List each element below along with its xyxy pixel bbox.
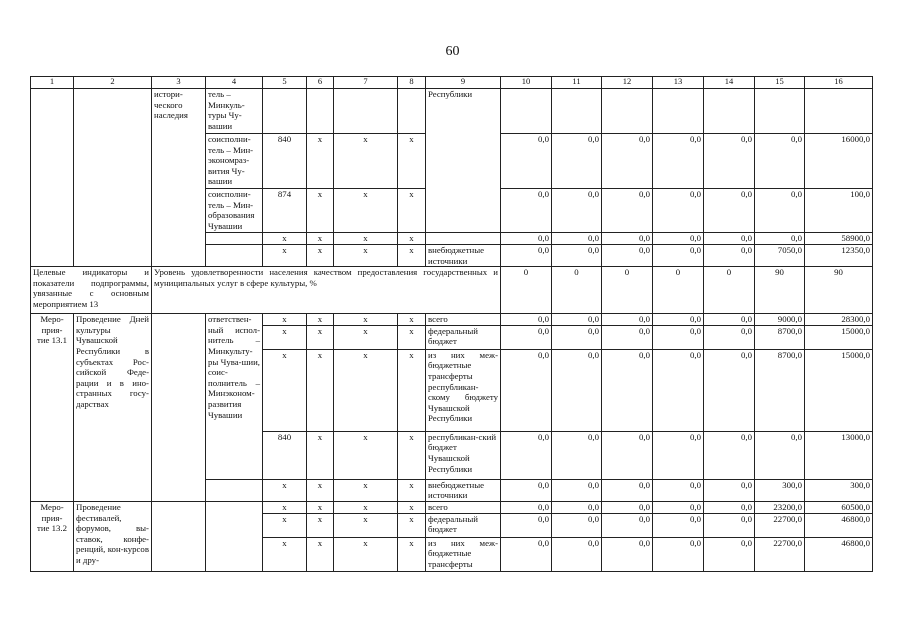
value-cell: 46800,0	[805, 537, 873, 571]
heritage-cell: истори- ческого наследия	[152, 89, 206, 267]
value-cell: 0,0	[704, 233, 755, 245]
value-cell: 0,0	[552, 479, 602, 501]
value-cell: 300,0	[755, 479, 805, 501]
empty-cell	[206, 233, 263, 245]
value-cell: 0,0	[755, 431, 805, 479]
code-cell: х	[334, 233, 398, 245]
funding-source: федеральный бюджет	[426, 513, 501, 537]
funding-source: всего	[426, 314, 501, 326]
code-cell: х	[334, 134, 398, 189]
value-cell: 0,0	[552, 233, 602, 245]
value-cell: 0,0	[501, 513, 552, 537]
target-value: 0	[552, 267, 602, 314]
value-cell: 0,0	[653, 501, 704, 513]
value-cell: 0,0	[501, 233, 552, 245]
value-cell: 0,0	[704, 245, 755, 267]
column-number: 7	[334, 77, 398, 89]
value-cell: 0,0	[704, 501, 755, 513]
value-cell: 0,0	[602, 189, 653, 233]
column-number: 13	[653, 77, 704, 89]
value-cell: 13000,0	[805, 431, 873, 479]
code-cell: х	[334, 245, 398, 267]
value-cell	[501, 89, 552, 134]
value-cell	[602, 89, 653, 134]
value-cell: 46800,0	[805, 513, 873, 537]
code-cell: х	[307, 537, 334, 571]
value-cell	[653, 89, 704, 134]
target-value: 0	[704, 267, 755, 314]
code-cell: х	[307, 501, 334, 513]
value-cell	[755, 89, 805, 134]
empty-cell	[152, 314, 206, 502]
empty-cell	[426, 233, 501, 245]
value-cell: 0,0	[704, 349, 755, 431]
column-number: 16	[805, 77, 873, 89]
value-cell: 0,0	[653, 189, 704, 233]
value-cell: 12350,0	[805, 245, 873, 267]
code-cell	[307, 89, 334, 134]
value-cell: 8700,0	[755, 325, 805, 349]
value-cell: 0,0	[552, 314, 602, 326]
value-cell: 0,0	[501, 189, 552, 233]
value-cell: 7050,0	[755, 245, 805, 267]
code-cell: х	[398, 431, 426, 479]
code-cell: х	[398, 245, 426, 267]
code-cell: х	[307, 325, 334, 349]
value-cell: 0,0	[552, 431, 602, 479]
empty-cell	[74, 89, 152, 267]
measure-code: Меро- прия- тие 13.1	[31, 314, 74, 502]
page-number: 60	[445, 44, 460, 59]
code-cell: х	[398, 134, 426, 189]
column-number: 9	[426, 77, 501, 89]
code-cell: х	[398, 479, 426, 501]
target-value: 90	[805, 267, 873, 314]
funding-source: внебюджетные источники	[426, 479, 501, 501]
value-cell: 0,0	[552, 501, 602, 513]
value-cell: 60500,0	[805, 501, 873, 513]
code-cell: х	[398, 325, 426, 349]
code-cell: х	[307, 189, 334, 233]
value-cell: 22700,0	[755, 537, 805, 571]
source-cell: Республики	[426, 89, 501, 233]
value-cell: 0,0	[704, 537, 755, 571]
value-cell: 23200,0	[755, 501, 805, 513]
value-cell: 0,0	[552, 134, 602, 189]
value-cell: 8700,0	[755, 349, 805, 431]
code-cell: х	[398, 314, 426, 326]
value-cell: 0,0	[704, 431, 755, 479]
target-value: 90	[755, 267, 805, 314]
value-cell: 0,0	[704, 314, 755, 326]
kbk-cell: х	[263, 245, 307, 267]
column-number: 2	[74, 77, 152, 89]
column-number: 4	[206, 77, 263, 89]
funding-source: всего	[426, 501, 501, 513]
value-cell: 0,0	[755, 233, 805, 245]
value-cell: 0,0	[653, 134, 704, 189]
code-cell	[334, 89, 398, 134]
code-cell: х	[334, 479, 398, 501]
kbk-cell: х	[263, 233, 307, 245]
value-cell: 0,0	[653, 349, 704, 431]
measure-name: Проведение фестивалей, форумов, вы-ставок, конфе-ренций, кон-курсов и дру-	[74, 501, 152, 571]
value-cell: 0,0	[602, 513, 653, 537]
code-cell: х	[334, 501, 398, 513]
empty-cell	[206, 501, 263, 571]
executor-cell: тель – Минкуль- туры Чу- вашии	[206, 89, 263, 134]
value-cell: 22700,0	[755, 513, 805, 537]
value-cell: 0,0	[501, 537, 552, 571]
value-cell: 0,0	[653, 513, 704, 537]
column-number: 12	[602, 77, 653, 89]
empty-cell	[152, 501, 206, 571]
value-cell: 0,0	[602, 233, 653, 245]
value-cell: 0,0	[552, 245, 602, 267]
value-cell: 0,0	[602, 325, 653, 349]
value-cell: 0,0	[704, 479, 755, 501]
value-cell: 58900,0	[805, 233, 873, 245]
value-cell: 100,0	[805, 189, 873, 233]
column-number: 5	[263, 77, 307, 89]
budget-table	[30, 76, 873, 572]
kbk-cell: х	[263, 349, 307, 431]
value-cell: 0,0	[552, 513, 602, 537]
executor-cell: соисполни- тель – Мин- образования Чувашии	[206, 189, 263, 233]
value-cell: 0,0	[704, 189, 755, 233]
value-cell: 28300,0	[805, 314, 873, 326]
executor-cell: соисполни- тель – Мин- экономраз- вития Чу- вашии	[206, 134, 263, 189]
code-cell: х	[334, 325, 398, 349]
column-number: 10	[501, 77, 552, 89]
value-cell: 0,0	[602, 431, 653, 479]
code-cell: х	[307, 233, 334, 245]
kbk-cell	[263, 89, 307, 134]
measure-name: Проведение Дней культуры Чувашской Республики в субъектах Рос-сийской Феде-рации и в ино-странных госу-дарствах	[74, 314, 152, 502]
value-cell: 0,0	[552, 325, 602, 349]
value-cell: 0,0	[755, 134, 805, 189]
measure-executor: ответствен-ный испол-нитель – Минкульту-ры Чува-шии, соис-полнитель – Минэконом-развития Чувашии	[206, 314, 263, 480]
value-cell: 15000,0	[805, 349, 873, 431]
value-cell: 0,0	[653, 431, 704, 479]
value-cell: 0,0	[602, 501, 653, 513]
column-number: 1	[31, 77, 74, 89]
value-cell: 0,0	[501, 501, 552, 513]
value-cell: 16000,0	[805, 134, 873, 189]
value-cell: 0,0	[501, 349, 552, 431]
empty-cell	[206, 479, 263, 501]
kbk-cell: х	[263, 479, 307, 501]
kbk-cell: х	[263, 314, 307, 326]
kbk-cell: 840	[263, 431, 307, 479]
code-cell: х	[334, 349, 398, 431]
column-number: 14	[704, 77, 755, 89]
code-cell: х	[307, 314, 334, 326]
code-cell: х	[334, 431, 398, 479]
code-cell: х	[334, 513, 398, 537]
column-number: 3	[152, 77, 206, 89]
value-cell: 15000,0	[805, 325, 873, 349]
table-row	[31, 89, 873, 134]
value-cell: 0,0	[602, 537, 653, 571]
value-cell: 0,0	[704, 513, 755, 537]
value-cell: 0,0	[602, 245, 653, 267]
code-cell: х	[334, 537, 398, 571]
value-cell: 9000,0	[755, 314, 805, 326]
table-row	[31, 501, 873, 513]
source-cell: внебюджетные источники	[426, 245, 501, 267]
value-cell: 0,0	[653, 245, 704, 267]
empty-cell	[31, 89, 74, 267]
code-cell: х	[307, 513, 334, 537]
value-cell: 0,0	[653, 479, 704, 501]
value-cell: 0,0	[602, 314, 653, 326]
value-cell	[704, 89, 755, 134]
header-row	[31, 77, 873, 89]
code-cell	[398, 89, 426, 134]
value-cell: 0,0	[653, 325, 704, 349]
code-cell: х	[307, 431, 334, 479]
column-number: 8	[398, 77, 426, 89]
value-cell	[552, 89, 602, 134]
code-cell: х	[398, 189, 426, 233]
funding-source: федеральный бюджет	[426, 325, 501, 349]
code-cell: х	[398, 501, 426, 513]
code-cell: х	[307, 245, 334, 267]
code-cell: х	[398, 537, 426, 571]
value-cell: 0,0	[602, 349, 653, 431]
value-cell: 0,0	[501, 134, 552, 189]
column-number: 6	[307, 77, 334, 89]
kbk-cell: х	[263, 501, 307, 513]
column-number: 15	[755, 77, 805, 89]
value-cell: 0,0	[704, 325, 755, 349]
value-cell: 0,0	[501, 479, 552, 501]
value-cell: 0,0	[501, 245, 552, 267]
code-cell: х	[307, 479, 334, 501]
target-value: 0	[653, 267, 704, 314]
measure-code: Меро- прия- тие 13.2	[31, 501, 74, 571]
code-cell: х	[398, 513, 426, 537]
kbk-cell: 874	[263, 189, 307, 233]
code-cell: х	[307, 349, 334, 431]
value-cell: 0,0	[552, 537, 602, 571]
kbk-cell: х	[263, 325, 307, 349]
code-cell: х	[398, 233, 426, 245]
kbk-cell: 840	[263, 134, 307, 189]
code-cell: х	[334, 189, 398, 233]
code-cell: х	[398, 349, 426, 431]
value-cell: 0,0	[501, 325, 552, 349]
funding-source: из них меж-бюджетные трансферты республикан-скому бюджету Чувашской Республики	[426, 349, 501, 431]
code-cell: х	[307, 134, 334, 189]
value-cell: 0,0	[653, 233, 704, 245]
value-cell: 0,0	[501, 314, 552, 326]
value-cell: 0,0	[501, 431, 552, 479]
targets-row	[31, 267, 873, 314]
funding-source: из них меж-бюджетные трансферты	[426, 537, 501, 571]
kbk-cell: х	[263, 537, 307, 571]
value-cell: 0,0	[602, 134, 653, 189]
value-cell: 300,0	[805, 479, 873, 501]
value-cell: 0,0	[755, 189, 805, 233]
kbk-cell: х	[263, 513, 307, 537]
value-cell	[805, 89, 873, 134]
value-cell: 0,0	[602, 479, 653, 501]
table-row	[31, 314, 873, 326]
value-cell: 0,0	[704, 134, 755, 189]
value-cell: 0,0	[552, 189, 602, 233]
empty-cell	[206, 245, 263, 267]
column-number: 11	[552, 77, 602, 89]
funding-source: республикан-ский бюджет Чувашской Республики	[426, 431, 501, 479]
target-value: 0	[501, 267, 552, 314]
targets-description: Уровень удовлетворенности населения качеством предоставления государственных и муниципальных услуг в сфере культуры, %	[152, 267, 501, 314]
value-cell: 0,0	[653, 537, 704, 571]
targets-label: Целевые индикаторы и показатели подпрограммы, увязанные с основным мероприятием 13	[31, 267, 152, 314]
value-cell: 0,0	[653, 314, 704, 326]
code-cell: х	[334, 314, 398, 326]
target-value: 0	[602, 267, 653, 314]
value-cell: 0,0	[552, 349, 602, 431]
